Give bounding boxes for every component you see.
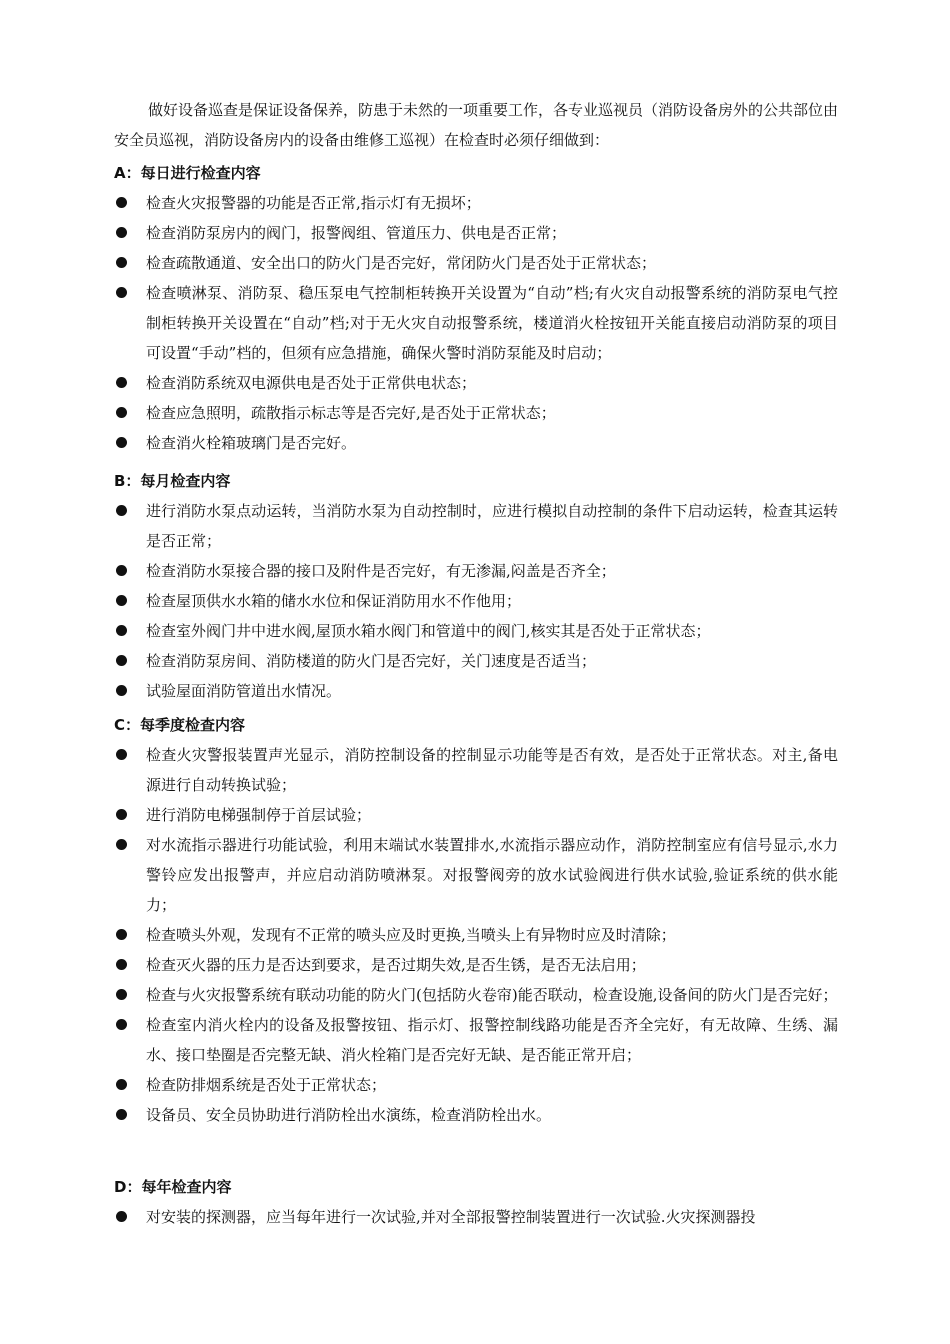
section-heading: A：每日进行检查内容 xyxy=(114,164,261,182)
bullet-icon xyxy=(116,809,127,820)
list-item xyxy=(114,830,838,920)
item-text: 检查消防系统双电源供电是否处于正常供电状态； xyxy=(146,374,477,392)
item-list xyxy=(114,496,838,706)
bullet-icon xyxy=(116,1019,127,1030)
bullet-icon xyxy=(116,839,127,850)
list-item xyxy=(114,800,838,830)
list-item xyxy=(114,950,838,980)
item-text: 进行消防水泵点动运转，当消防水泵为自动控制时，应进行模拟自动控制的条件下启动运转，检查其运转是否正常； xyxy=(146,502,838,550)
item-list xyxy=(114,188,838,458)
bullet-icon xyxy=(116,655,127,666)
bullet-icon xyxy=(116,505,127,516)
item-text: 检查灭火器的压力是否达到要求，是否过期失效,是否生锈，是否无法启用； xyxy=(146,956,646,974)
bullet-icon xyxy=(116,437,127,448)
bullet-icon xyxy=(116,1079,127,1090)
bullet-icon xyxy=(116,227,127,238)
list-item xyxy=(114,1070,838,1100)
bullet-icon xyxy=(116,197,127,208)
item-text: 检查喷淋泵、消防泵、稳压泵电气控制柜转换开关设置为“自动”档;有火灾自动报警系统的消防泵电气控制柜转换开关设置在“自动”档;对于无火灾自动报警系统，楼道消火栓按钮开关能直接启动消防泵的项目可设置“手动”档的，但须有应急措施，确保火警时消防泵能及时启动； xyxy=(146,284,838,362)
item-text: 对安装的探测器，应当每年进行一次试验,并对全部报警控制装置进行一次试验.火灾探测器投 xyxy=(146,1208,756,1226)
section-daily xyxy=(114,158,838,458)
section-monthly xyxy=(114,466,838,706)
item-text: 检查应急照明，疏散指示标志等是否完好,是否处于正常状态； xyxy=(146,404,556,422)
list-item xyxy=(114,398,838,428)
list-item xyxy=(114,218,838,248)
bullet-icon xyxy=(116,929,127,940)
item-text: 设备员、安全员协助进行消防栓出水演练，检查消防栓出水。 xyxy=(146,1106,552,1124)
section-heading: C：每季度检查内容 xyxy=(114,716,246,734)
item-text: 进行消防电梯强制停于首层试验； xyxy=(146,806,372,824)
bullet-icon xyxy=(116,1211,127,1222)
list-item xyxy=(114,368,838,398)
list-item xyxy=(114,676,838,706)
intro-paragraph: 做好设备巡查是保证设备保养，防患于未然的一项重要工作，各专业巡视员（消防设备房外的公共部位由安全员巡视，消防设备房内的设备由维修工巡视）在检查时必须仔细做到： xyxy=(114,101,839,149)
list-item xyxy=(114,980,838,1010)
item-list xyxy=(114,740,838,1130)
list-item xyxy=(114,920,838,950)
item-text: 检查室内消火栓内的设备及报警按钮、指示灯、报警控制线路功能是否齐全完好，有无故障、生绣、漏水、接口垫圈是否完整无缺、消火栓箱门是否完好无缺、是否能正常开启； xyxy=(146,1016,838,1064)
item-text: 检查喷头外观，发现有不正常的喷头应及时更换,当喷头上有异物时应及时清除； xyxy=(146,926,676,944)
item-text: 检查疏散通道、安全出口的防火门是否完好，常闭防火门是否处于正常状态； xyxy=(146,254,657,272)
bullet-icon xyxy=(116,257,127,268)
item-text: 检查消防水泵接合器的接口及附件是否完好，有无渗漏,闷盖是否齐全； xyxy=(146,562,616,580)
item-text: 检查与火灾报警系统有联动功能的防火门(包括防火卷帘)能否联动，检查设施,设备间的防火门是否完好； xyxy=(146,986,838,1004)
item-text: 检查防排烟系统是否处于正常状态； xyxy=(146,1076,387,1094)
bullet-icon xyxy=(116,749,127,760)
item-text: 检查消防泵房间、消防楼道的防火门是否完好，关门速度是否适当； xyxy=(146,652,597,670)
item-text: 检查消火栓箱玻璃门是否完好。 xyxy=(146,434,357,452)
list-item xyxy=(114,428,838,458)
item-text: 对水流指示器进行功能试验，利用末端试水装置排水,水流指示器应动作，消防控制室应有信号显示,水力警铃应发出报警声，并应启动消防喷淋泵。对报警阀旁的放水试验阀进行供水试验,验证系统的供水能力； xyxy=(146,836,838,914)
list-item xyxy=(114,646,838,676)
section-quarterly xyxy=(114,710,838,1130)
list-item xyxy=(114,496,838,556)
bullet-icon xyxy=(116,287,127,298)
section-yearly xyxy=(114,1172,838,1232)
item-text: 检查火灾警报装置声光显示，消防控制设备的控制显示功能等是否有效，是否处于正常状态。对主,备电源进行自动转换试验； xyxy=(146,746,838,794)
bullet-icon xyxy=(116,1109,127,1120)
list-item xyxy=(114,556,838,586)
bullet-icon xyxy=(116,989,127,1000)
bullet-icon xyxy=(116,959,127,970)
bullet-icon xyxy=(116,685,127,696)
list-item xyxy=(114,1010,838,1070)
bullet-icon xyxy=(116,625,127,636)
bullet-icon xyxy=(116,407,127,418)
item-text: 检查屋顶供水水箱的储水水位和保证消防用水不作他用； xyxy=(146,592,522,610)
list-item xyxy=(114,1100,838,1130)
item-text: 检查室外阀门井中进水阀,屋顶水箱水阀门和管道中的阀门,核实其是否处于正常状态； xyxy=(146,622,711,640)
list-item xyxy=(114,740,838,800)
list-item xyxy=(114,188,838,218)
bullet-icon xyxy=(116,377,127,388)
item-text: 检查消防泵房内的阀门，报警阀组、管道压力、供电是否正常； xyxy=(146,224,567,242)
list-item xyxy=(114,248,838,278)
section-heading: B：每月检查内容 xyxy=(114,472,231,490)
section-heading: D：每年检查内容 xyxy=(114,1178,232,1196)
list-item xyxy=(114,586,838,616)
item-text: 检查火灾报警器的功能是否正常,指示灯有无损坏； xyxy=(146,194,481,212)
bullet-icon xyxy=(116,595,127,606)
bullet-icon xyxy=(116,565,127,576)
list-item xyxy=(114,278,838,368)
list-item xyxy=(114,616,838,646)
list-item xyxy=(114,1202,838,1232)
item-text: 试验屋面消防管道出水情况。 xyxy=(146,682,342,700)
item-list xyxy=(114,1202,838,1232)
